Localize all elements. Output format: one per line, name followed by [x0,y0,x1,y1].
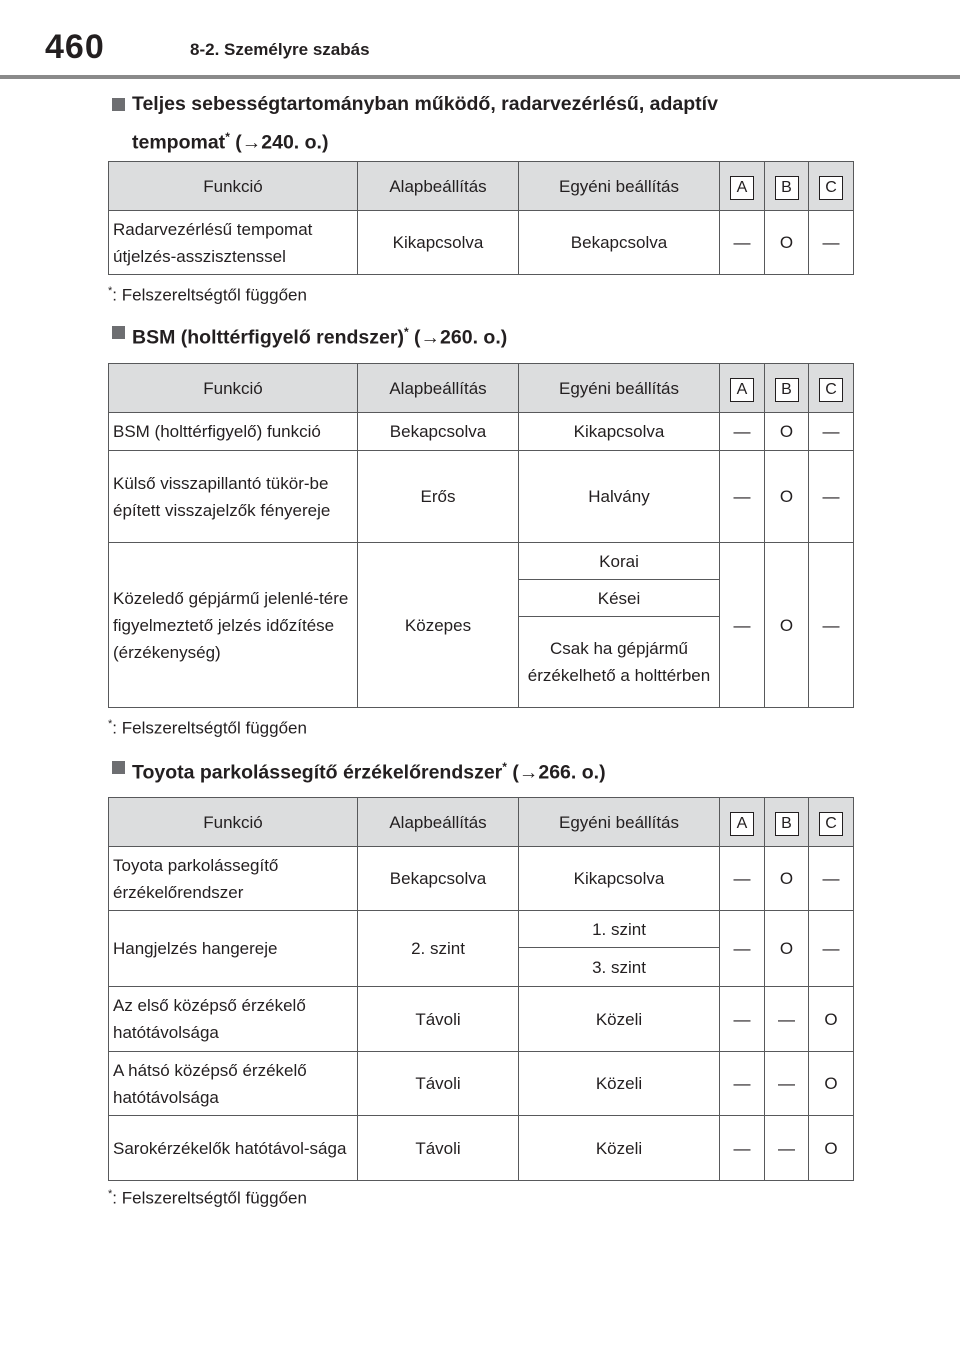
cell-function: Radarvezérlésű tempomat útjelzés-asszisztenssel [109,211,358,275]
col-header-default: Alapbeállítás [358,798,519,847]
col-header-custom: Egyéni beállítás [519,162,720,211]
cell-a: — [720,847,765,911]
cell-default: Erős [358,451,519,543]
cell-default: Bekapcsolva [358,847,519,911]
bullet-square-icon [112,326,125,339]
cell-custom: 3. szint [519,948,720,987]
cell-a: — [720,543,765,708]
cell-function: Közeledő gépjármű jelenlé-tére figyelmeztető jelzés időzítése (érzékenység) [109,543,358,708]
section-1-title-line1: Teljes sebességtartományban működő, radarvezérlésű, adaptív [132,93,718,115]
cell-c: — [809,911,854,987]
cell-custom: Kikapcsolva [519,413,720,451]
col-header-function: Funkció [109,364,358,413]
table-row [109,847,854,911]
cell-default: Kikapcsolva [358,211,519,275]
table-row [109,543,854,580]
cell-custom: Korai [519,543,720,580]
col-header-c [809,798,854,847]
cell-c: — [809,543,854,708]
cell-b: O [765,451,809,543]
page-header [0,0,960,80]
table-row [109,211,854,275]
table-3 [108,797,854,1181]
section-2-heading: BSM (holttérfigyelő rendszer)* (→260. o.) [112,316,507,355]
cell-c: — [809,413,854,451]
cell-b: O [765,847,809,911]
footnote-3: *: Felszereltségtől függően [108,1188,307,1208]
badge-a: A [730,176,754,200]
cell-default: Távoli [358,1052,519,1116]
col-header-default: Alapbeállítás [358,162,519,211]
col-header-a [720,162,765,211]
col-header-b [765,364,809,413]
cell-custom: Halvány [519,451,720,543]
cell-a: — [720,1052,765,1116]
cell-default: Közepes [358,543,519,708]
cell-a: — [720,987,765,1052]
cell-c: — [809,211,854,275]
cell-a: — [720,413,765,451]
col-header-a [720,798,765,847]
table-1 [108,161,854,275]
cell-default: Távoli [358,987,519,1052]
badge-c: C [819,176,843,200]
col-header-c [809,364,854,413]
cell-custom: Bekapcsolva [519,211,720,275]
table-row [109,413,854,451]
cell-b: — [765,1116,809,1181]
header-divider [0,75,960,79]
cell-function: A hátsó középső érzékelő hatótávolsága [109,1052,358,1116]
cell-default: Távoli [358,1116,519,1181]
cell-function: Külső visszapillantó tükör-be épített visszajelzők fényereje [109,451,358,543]
cell-custom: Csak ha gépjármű érzékelhető a holttérben [519,617,720,708]
badge-b: B [775,378,799,402]
cell-c: O [809,1116,854,1181]
cell-function: Az első középső érzékelő hatótávolsága [109,987,358,1052]
badge-a: A [730,812,754,836]
cell-function: Toyota parkolássegítő érzékelőrendszer [109,847,358,911]
col-header-a [720,364,765,413]
badge-a: A [730,378,754,402]
cell-a: — [720,211,765,275]
col-header-default: Alapbeállítás [358,364,519,413]
cell-custom: Kései [519,580,720,617]
cell-b: O [765,911,809,987]
bullet-square-icon [112,98,125,111]
cell-c: O [809,1052,854,1116]
section-2-title: BSM (holttérfigyelő rendszer) [132,326,404,349]
footnote-1: *: Felszereltségtől függően [108,285,307,305]
cell-b: O [765,211,809,275]
chapter-title: 8-2. Személyre szabás [190,40,370,59]
cell-function: Sarokérzékelők hatótávol-sága [109,1116,358,1181]
cell-custom: Közeli [519,987,720,1052]
cell-default: Bekapcsolva [358,413,519,451]
table-row [109,987,854,1052]
badge-b: B [775,176,799,200]
badge-b: B [775,812,799,836]
col-header-function: Funkció [109,162,358,211]
cell-function: BSM (holttérfigyelő) funkció [109,413,358,451]
cell-c: — [809,847,854,911]
cell-b: O [765,413,809,451]
cell-b: — [765,1052,809,1116]
badge-c: C [819,812,843,836]
col-header-function: Funkció [109,798,358,847]
table-row [109,1052,854,1116]
cell-custom: Kikapcsolva [519,847,720,911]
col-header-b [765,798,809,847]
page-number: 460 [45,28,105,66]
cell-a: — [720,911,765,987]
table-row [109,451,854,543]
cell-b: — [765,987,809,1052]
cell-c: O [809,987,854,1052]
bullet-square-icon [112,761,125,774]
table-row [109,911,854,948]
col-header-c [809,162,854,211]
cell-b: O [765,543,809,708]
cell-custom: Közeli [519,1116,720,1181]
cell-default: 2. szint [358,911,519,987]
cell-custom: 1. szint [519,911,720,948]
cell-a: — [720,1116,765,1181]
section-1-heading [112,88,718,160]
table-2 [108,363,854,708]
section-1-title-line2: tempomat* (→240. o.) [132,130,329,154]
table-row [109,1116,854,1181]
cell-a: — [720,451,765,543]
col-header-custom: Egyéni beállítás [519,798,720,847]
footnote-2: *: Felszereltségtől függően [108,718,307,738]
cell-c: — [809,451,854,543]
col-header-custom: Egyéni beállítás [519,364,720,413]
cell-custom: Közeli [519,1052,720,1116]
section-3-title: Toyota parkolássegítő érzékelőrendszer [132,761,503,784]
cell-function: Hangjelzés hangereje [109,911,358,987]
col-header-b [765,162,809,211]
section-3-heading: Toyota parkolássegítő érzékelőrendszer* (→266. o.) [112,751,606,790]
badge-c: C [819,378,843,402]
